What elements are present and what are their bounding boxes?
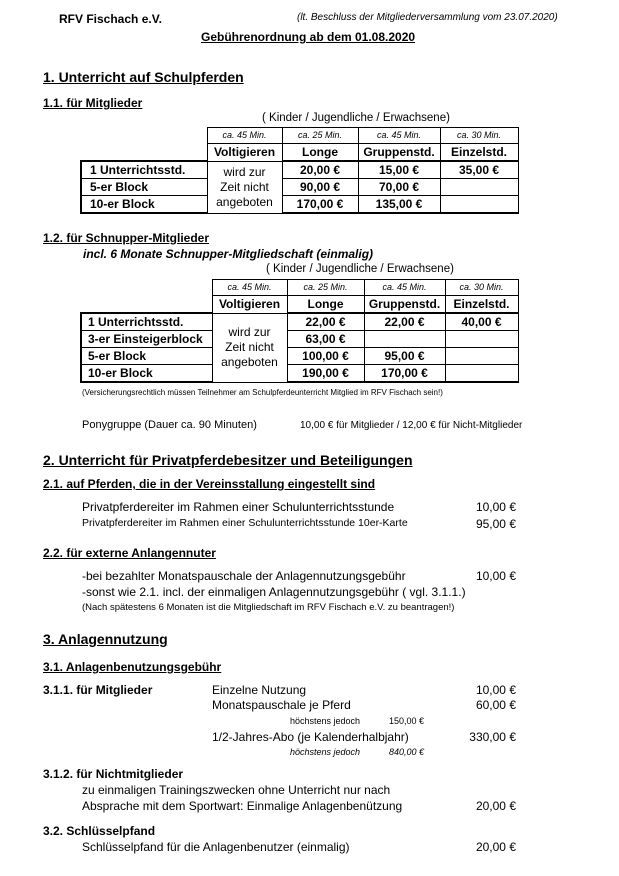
price-cell: 15,00 €: [358, 161, 440, 179]
section-3-1-2-label: 3.1.2. für Nichtmitglieder: [43, 767, 184, 781]
org-name: RFV Fischach e.V.: [59, 12, 162, 26]
table-2-group: ( Kinder / Jugendliche / Erwachsene): [266, 263, 454, 275]
column-header: Voltigieren: [212, 296, 287, 314]
membership-note: (Nach spätestens 6 Monaten ist die Mitgliedschaft im RFV Fischach e.V. zu beantragen!): [82, 602, 455, 613]
non-member-line-1: zu einmaligen Trainingszwecken ohne Unterricht nur nach: [82, 783, 391, 797]
section-1-1-heading: 1.1. für Mitglieder: [43, 96, 143, 110]
fee-table-trial-members: [80, 279, 519, 383]
half-year-price: 330,00 €: [469, 730, 516, 744]
external-other-line: -sonst wie 2.1. incl. der einmaligen Anlagennutzungsgebühr ( vgl. 3.1.1.): [82, 585, 466, 599]
price-cell: 20,00 €: [282, 161, 358, 179]
price-cell: 135,00 €: [358, 196, 440, 214]
private-rider-10er-line: Privatpferdereiter im Rahmen einer Schulunterrichtsstunde 10er-Karte: [82, 517, 408, 529]
duration-cell: ca. 30 Min.: [445, 280, 518, 296]
private-rider-line: Privatpferdereiter im Rahmen einer Schulunterrichtsstunde: [82, 500, 395, 514]
section-3-2-heading: 3.2. Schlüsselpfand: [43, 824, 156, 838]
fee-table-members: [80, 127, 519, 214]
price-cell: 170,00 €: [282, 196, 358, 214]
price-cell: [440, 179, 518, 196]
monthly-flat-line: Monatspauschale je Pferd: [212, 698, 351, 712]
max-value: 840,00 €: [389, 747, 425, 757]
external-monthly-price: 10,00 €: [475, 569, 516, 583]
row-label: 5-er Block: [81, 179, 207, 196]
half-year-line: 1/2-Jahres-Abo (je Kalenderhalbjahr): [212, 730, 409, 744]
voltigieren-note: [207, 161, 282, 213]
column-header: Longe: [282, 144, 358, 162]
price-cell: [364, 331, 445, 348]
price-cell: 40,00 €: [445, 313, 518, 331]
duration-cell: ca. 25 Min.: [287, 280, 364, 296]
section-2-heading: 2. Unterricht für Privatpferdebesitzer und Beteiligungen: [43, 452, 413, 468]
price-cell: 22,00 €: [364, 313, 445, 331]
single-use-line: Einzelne Nutzung: [212, 683, 307, 697]
price-cell: 90,00 €: [282, 179, 358, 196]
non-member-price: 20,00 €: [475, 799, 516, 813]
section-3-heading: 3. Anlagennutzung: [43, 631, 168, 647]
section-3-1-1-label: 3.1.1. für Mitglieder: [43, 683, 153, 697]
section-1-2-heading: 1.2. für Schnupper-Mitglieder: [43, 231, 210, 245]
private-rider-10er-price: 95,00 €: [475, 517, 516, 531]
row-label: 10-er Block: [81, 196, 207, 214]
single-use-price: 10,00 €: [475, 683, 516, 697]
private-rider-price: 10,00 €: [475, 500, 516, 514]
key-deposit-line: Schlüsselpfand für die Anlagenbenutzer (einmalig): [82, 840, 350, 854]
price-cell: [445, 331, 518, 348]
price-cell: 35,00 €: [440, 161, 518, 179]
column-header: Gruppenstd.: [358, 144, 440, 162]
max-value: 150,00 €: [389, 716, 425, 726]
pony-group-label: Ponygruppe (Dauer ca. 90 Minuten): [82, 419, 257, 431]
key-deposit-price: 20,00 €: [475, 840, 516, 854]
row-label: 1 Unterrichtsstd.: [81, 161, 207, 179]
duration-cell: ca. 45 Min.: [358, 128, 440, 144]
price-cell: 95,00 €: [364, 348, 445, 365]
column-header: Einzelstd.: [445, 296, 518, 314]
external-monthly-line: -bei bezahlter Monatspauschale der Anlagennutzungsgebühr: [82, 569, 406, 583]
resolution-note: (lt. Beschluss der Mitgliederversammlung vom 23.07.2020): [297, 12, 558, 23]
duration-cell: ca. 45 Min.: [212, 280, 287, 296]
max-label: höchstens jedoch: [290, 716, 361, 726]
duration-cell: ca. 45 Min.: [207, 128, 282, 144]
price-cell: [445, 365, 518, 383]
monthly-flat-price: 60,00 €: [475, 698, 516, 712]
column-header: Gruppenstd.: [364, 296, 445, 314]
price-cell: 70,00 €: [358, 179, 440, 196]
voltigieren-note: [212, 313, 287, 382]
non-member-line-2: Absprache mit dem Sportwart: Einmalige Anlagenbenützung: [82, 799, 403, 813]
duration-cell: ca. 25 Min.: [282, 128, 358, 144]
max-label: höchstens jedoch: [290, 747, 361, 757]
price-cell: 22,00 €: [287, 313, 364, 331]
price-cell: [445, 348, 518, 365]
section-2-1-heading: 2.1. auf Pferden, die in der Vereinsstallung eingestellt sind: [43, 477, 376, 491]
column-header: Voltigieren: [207, 144, 282, 162]
section-1-2-subheading: incl. 6 Monate Schnupper-Mitgliedschaft (einmalig): [83, 247, 374, 261]
row-label: 3-er Einsteigerblock: [81, 331, 212, 348]
price-cell: 63,00 €: [287, 331, 364, 348]
price-cell: 170,00 €: [364, 365, 445, 383]
page-title: Gebührenordnung ab dem 01.08.2020: [201, 30, 416, 44]
row-label: 5-er Block: [81, 348, 212, 365]
column-header: Einzelstd.: [440, 144, 518, 162]
section-3-1-heading: 3.1. Anlagenbenutzungsgebühr: [43, 660, 222, 674]
row-label: 1 Unterrichtsstd.: [81, 313, 212, 331]
duration-cell: ca. 45 Min.: [364, 280, 445, 296]
row-label: 10-er Block: [81, 365, 212, 383]
section-1-heading: 1. Unterricht auf Schulpferden: [43, 69, 244, 85]
voltigieren-note-text: wird zur Zeit nicht angeboten: [221, 325, 278, 369]
price-cell: [440, 196, 518, 214]
voltigieren-note-text: wird zur Zeit nicht angeboten: [216, 164, 273, 209]
column-header: Longe: [287, 296, 364, 314]
price-cell: 100,00 €: [287, 348, 364, 365]
insurance-footnote: (Versicherungsrechtlich müssen Teilnehmer am Schulpferdeunterricht Mitglied im RFV Fischach sein!): [82, 388, 443, 397]
table-1-group: ( Kinder / Jugendliche / Erwachsene): [262, 112, 450, 124]
pony-group-prices: 10,00 € für Mitglieder / 12,00 € für Nicht-Mitglieder: [300, 420, 523, 431]
duration-cell: ca. 30 Min.: [440, 128, 518, 144]
section-2-2-heading: 2.2. für externe Anlangennuter: [43, 546, 216, 560]
price-cell: 190,00 €: [287, 365, 364, 383]
